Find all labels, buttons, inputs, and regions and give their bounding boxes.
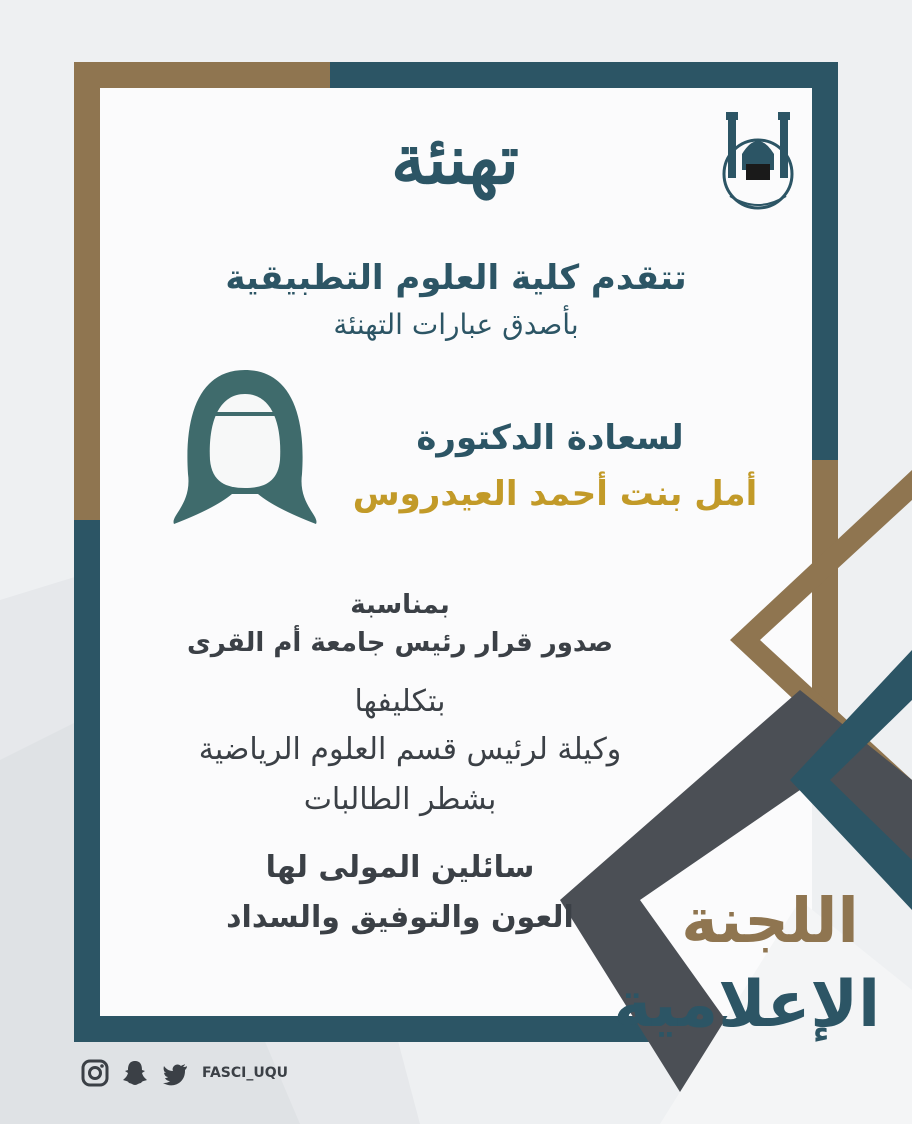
twitter-icon[interactable] (160, 1058, 190, 1088)
phrase-line: بأصدق عبارات التهنئة (333, 308, 579, 341)
occasion-assignment: بتكليفها (354, 684, 446, 719)
college-line: تتقدم كلية العلوم التطبيقية (225, 258, 687, 298)
committee-line2: الإعلامية (613, 968, 880, 1042)
hijab-avatar-icon (170, 364, 320, 532)
occasion-role: وكيلة لرئيس قسم العلوم الرياضية (198, 732, 622, 767)
honoree-title: لسعادة الدكتورة (416, 418, 684, 458)
honoree-name: أمل بنت أحمد العيدروس (352, 474, 758, 514)
frame-gold-right (812, 460, 838, 720)
occasion-intro: بمناسبة (350, 590, 450, 620)
closing-line2: العون والتوفيق والسداد (226, 900, 574, 935)
occasion-section: بشطر الطالبات (303, 782, 497, 817)
congrats-title: تهنئة (391, 120, 519, 200)
instagram-icon[interactable] (80, 1058, 110, 1088)
committee-line1: اللجنة (681, 884, 859, 957)
university-logo (716, 104, 800, 214)
occasion-decree: صدور قرار رئيس جامعة أم القرى (186, 628, 614, 658)
social-handle[interactable]: FASCI_UQU (202, 1065, 288, 1081)
closing-line1: سائلين المولى لها (265, 850, 535, 885)
social-footer (80, 1056, 288, 1090)
snapchat-icon[interactable] (120, 1058, 150, 1088)
